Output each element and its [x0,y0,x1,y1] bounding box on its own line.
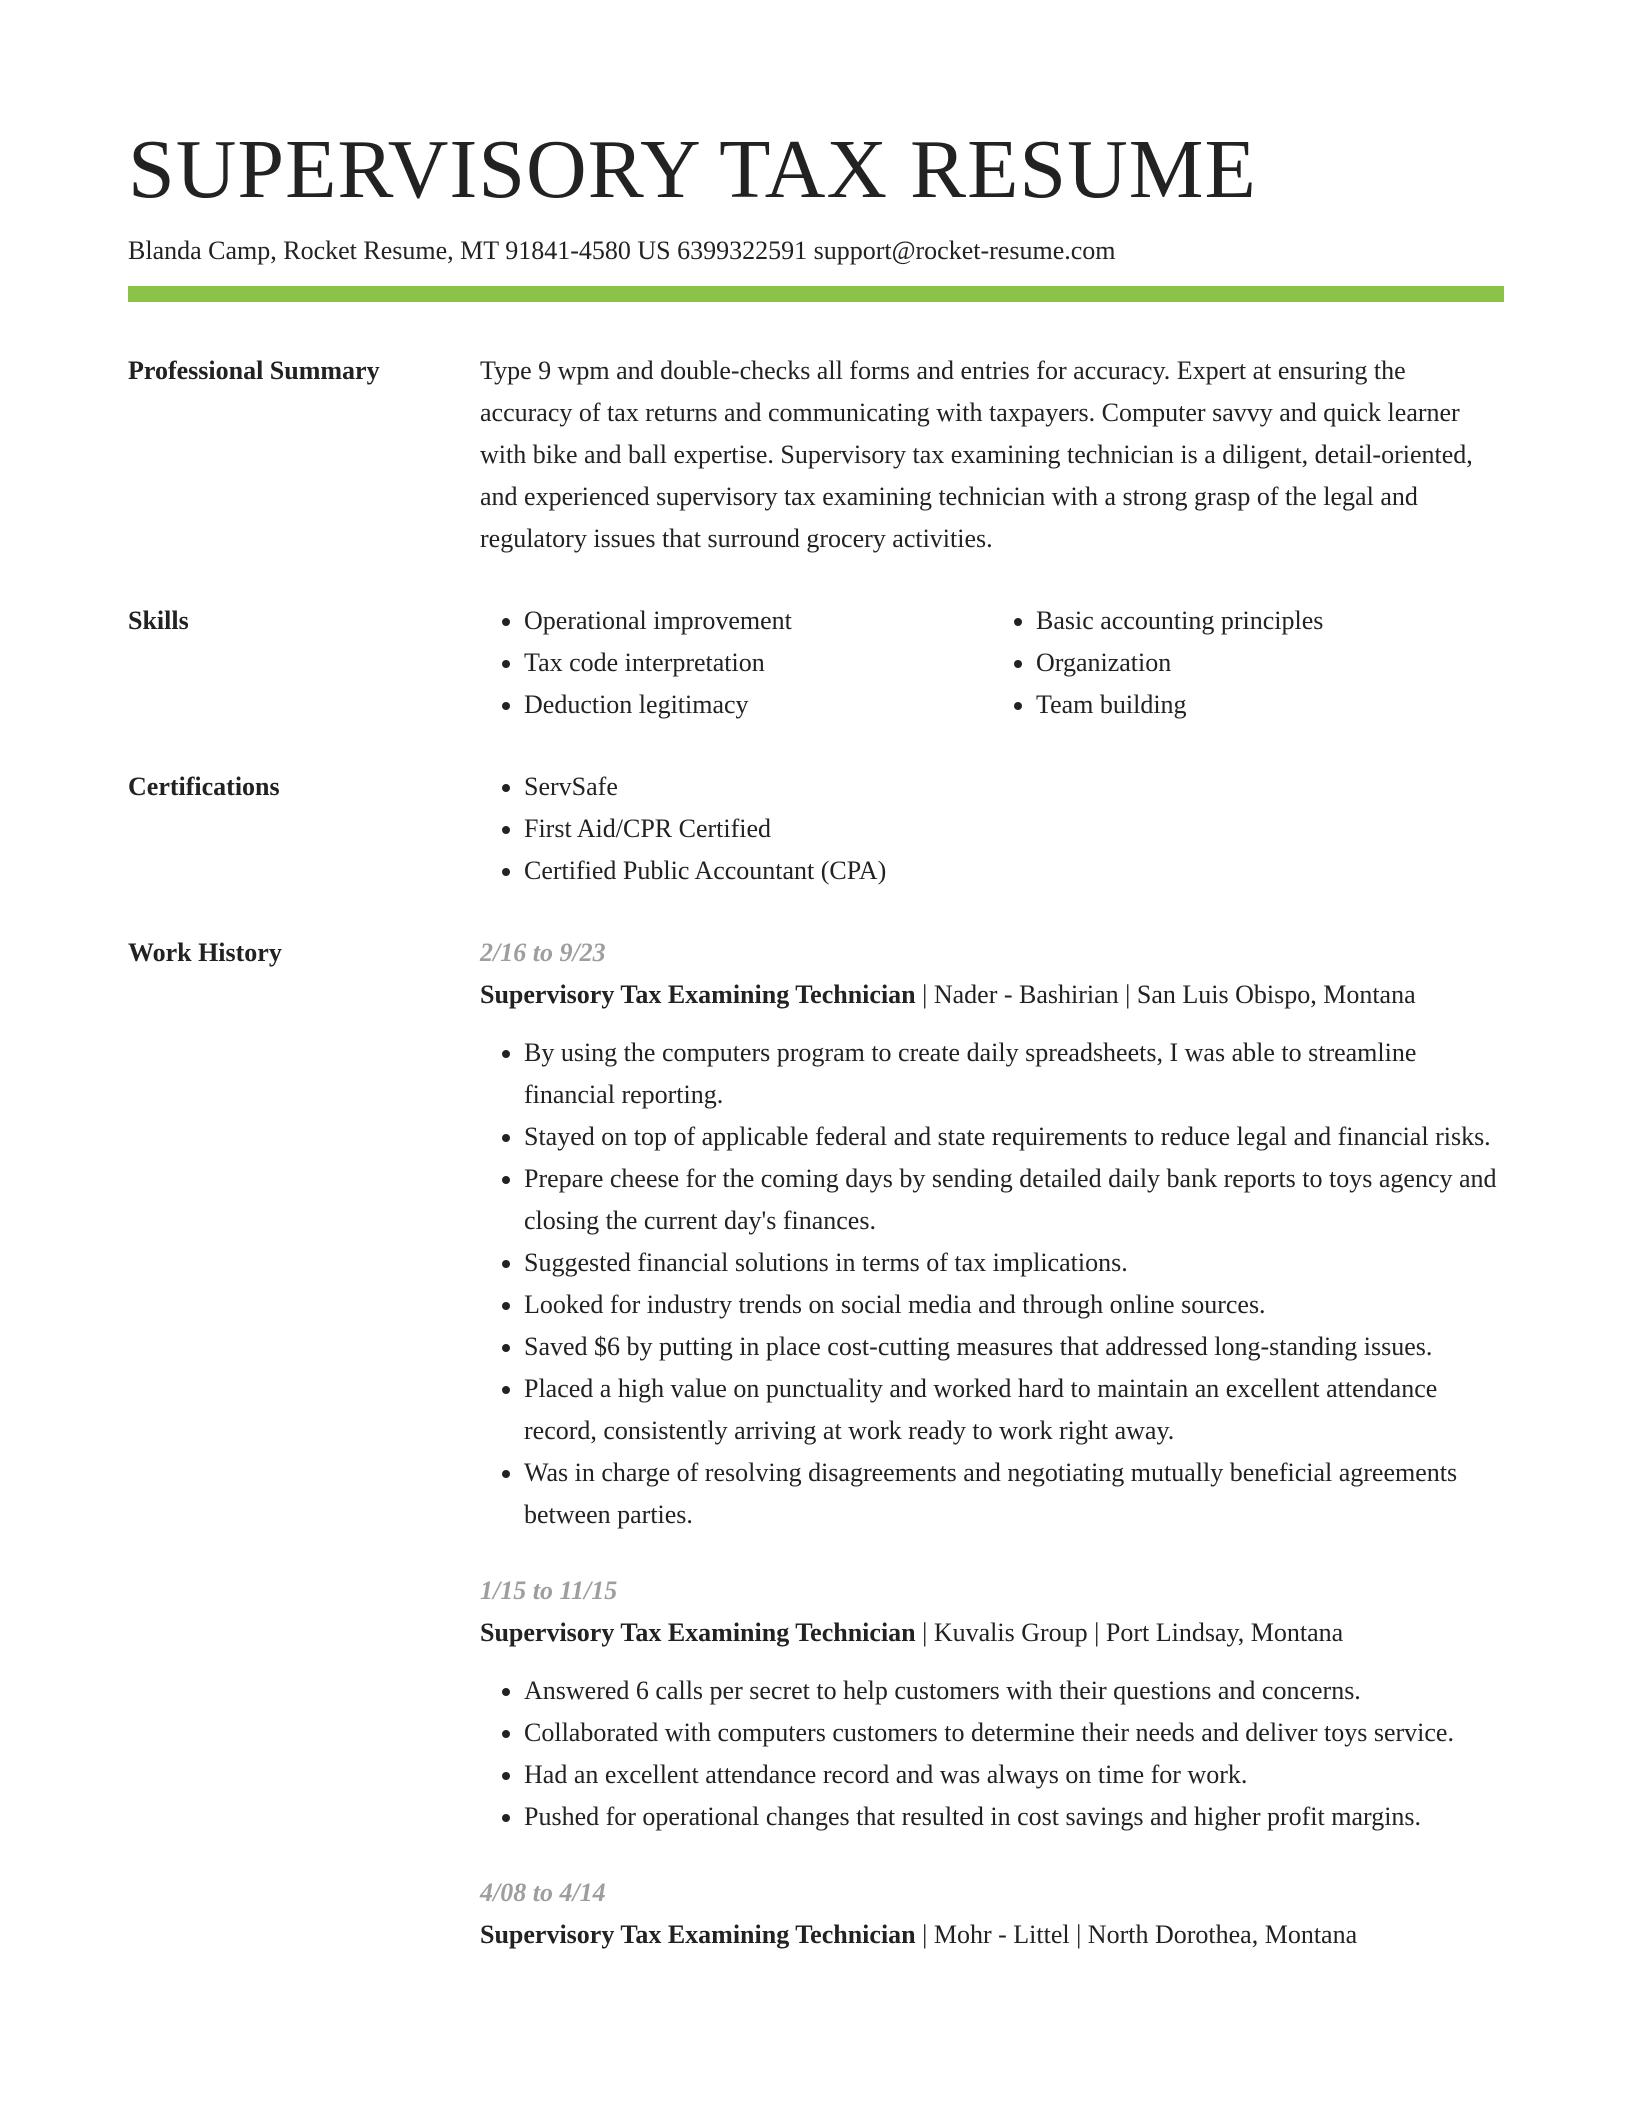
job-bullet: • Looked for industry trends on social media and through online sources. [524,1284,1504,1326]
job-entry [480,1872,1504,1956]
job-details: | Kuvalis Group | Port Lindsay, Montana [915,1618,1344,1647]
work-history-label: Work History [128,938,282,967]
skill-item: • Organization [1036,642,1504,684]
job-bullet: • By using the computers program to create daily spreadsheets, I was able to streamline financial reporting. [524,1032,1504,1116]
header-divider [128,286,1504,302]
skills-label: Skills [128,606,189,635]
skill-item: • Tax code interpretation [524,642,992,684]
resume-page [128,118,1504,1956]
job-bullet: • Stayed on top of applicable federal and state requirements to reduce legal and financial risks. [524,1116,1504,1158]
skill-item: • Operational improvement [524,600,992,642]
summary-label: Professional Summary [128,356,380,385]
job-details: | Mohr - Littel | North Dorothea, Montana [915,1920,1358,1949]
certification-item: • First Aid/CPR Certified [524,808,1504,850]
job-bullet: • Saved $6 by putting in place cost-cutting measures that addressed long-standing issues. [524,1326,1504,1368]
job-bullet: • Prepare cheese for the coming days by sending detailed daily bank reports to toys agency and closing the current day's finances. [524,1158,1504,1242]
certifications-section [128,766,1504,892]
job-title: Supervisory Tax Examining Technician [480,1618,916,1647]
certifications-list [480,766,1504,892]
page-title: SUPERVISORY TAX RESUME [128,123,1257,216]
job-entry [480,932,1504,1536]
job-dates: 2/16 to 9/23 [480,938,606,967]
job-entry [480,1570,1504,1838]
contact-line: Blanda Camp, Rocket Resume, MT 91841-4580 US 6399322591 support@rocket-resume.com [128,236,1116,265]
certification-item: • Certified Public Accountant (CPA) [524,850,1504,892]
job-bullet: • Answered 6 calls per secret to help customers with their questions and concerns. [524,1670,1504,1712]
job-bullet: • Had an excellent attendance record and was always on time for work. [524,1754,1504,1796]
job-heading [480,1914,1504,1956]
job-details: | Nader - Bashirian | San Luis Obispo, Montana [915,980,1416,1009]
job-bullet: • Placed a high value on punctuality and worked hard to maintain an excellent attendance record, consistently arriving at work ready to work right away. [524,1368,1504,1452]
work-history-body [480,932,1504,1956]
job-bullet: • Was in charge of resolving disagreements and negotiating mutually beneficial agreements between parties. [524,1452,1504,1536]
job-bullet: • Collaborated with computers customers to determine their needs and deliver toys service. [524,1712,1504,1754]
job-bullet: • Suggested financial solutions in terms of tax implications. [524,1242,1504,1284]
skills-list-right [992,600,1504,726]
job-heading [480,1612,1504,1654]
job-title: Supervisory Tax Examining Technician [480,980,916,1009]
skills-list-left [480,600,992,726]
skill-item: • Deduction legitimacy [524,684,992,726]
summary-text: Type 9 wpm and double-checks all forms and entries for accuracy. Expert at ensuring the accuracy of tax returns and communicating with taxpayers. Computer savvy and quick learner with bike and ball expertise. Supervisory tax examining technician is a diligent, detail-oriented, and experienced supervisory tax examining technician with a strong grasp of the legal and regulatory issues that surround grocery activities. [480,356,1473,553]
job-bullets [480,1670,1504,1838]
certifications-body [480,766,1504,892]
skills-grid [480,600,1504,726]
certification-item: • ServSafe [524,766,1504,808]
summary-section [128,350,1504,560]
certifications-label: Certifications [128,772,280,801]
job-heading [480,974,1504,1016]
work-history-section [128,932,1504,1956]
skill-item: • Basic accounting principles [1036,600,1504,642]
job-dates: 4/08 to 4/14 [480,1878,606,1907]
job-dates: 1/15 to 11/15 [480,1576,618,1605]
job-bullets [480,1032,1504,1536]
skills-section [128,600,1504,726]
job-title: Supervisory Tax Examining Technician [480,1920,916,1949]
job-bullet: • Pushed for operational changes that resulted in cost savings and higher profit margins. [524,1796,1504,1838]
skill-item: • Team building [1036,684,1504,726]
